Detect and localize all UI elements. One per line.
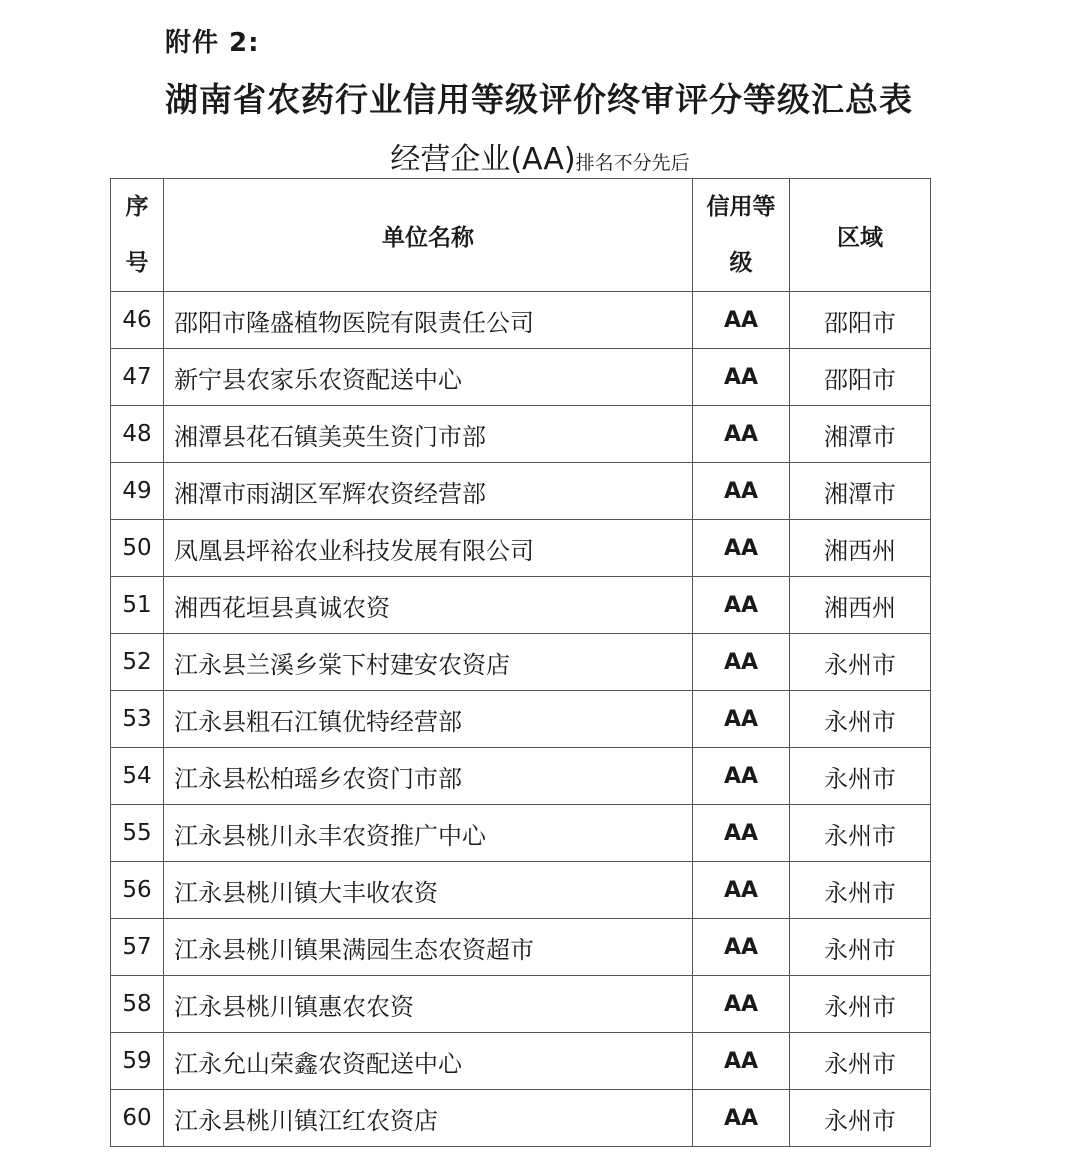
row-index-cell: 60 xyxy=(111,1090,164,1147)
row-region-cell: 永州市 xyxy=(790,748,931,805)
row-name-cell: 江永县粗石江镇优特经营部 xyxy=(164,691,693,748)
table-row xyxy=(111,634,931,691)
row-name-cell: 江永县桃川镇江红农资店 xyxy=(164,1090,693,1147)
row-region-cell: 邵阳市 xyxy=(790,292,931,349)
column-header-grade xyxy=(693,179,790,292)
column-header-index-line1: 序 xyxy=(125,194,149,220)
row-name-cell: 江永允山荣鑫农资配送中心 xyxy=(164,1033,693,1090)
row-name-cell: 邵阳市隆盛植物医院有限责任公司 xyxy=(164,292,693,349)
column-header-region: 区域 xyxy=(790,179,931,292)
row-index-cell: 52 xyxy=(111,634,164,691)
table-row xyxy=(111,349,931,406)
row-index-cell: 50 xyxy=(111,520,164,577)
row-region-cell: 湘西州 xyxy=(790,520,931,577)
row-grade-cell: AA xyxy=(693,406,790,463)
row-name-cell: 江永县桃川永丰农资推广中心 xyxy=(164,805,693,862)
column-header-grade-line2: 级 xyxy=(729,250,753,276)
row-grade-cell: AA xyxy=(693,577,790,634)
row-name-cell: 江永县桃川镇惠农农资 xyxy=(164,976,693,1033)
row-region-cell: 永州市 xyxy=(790,1033,931,1090)
row-name-cell: 江永县兰溪乡棠下村建安农资店 xyxy=(164,634,693,691)
row-region-cell: 永州市 xyxy=(790,1090,931,1147)
row-region-cell: 永州市 xyxy=(790,805,931,862)
row-grade-cell: AA xyxy=(693,805,790,862)
row-grade-cell: AA xyxy=(693,634,790,691)
row-name-cell: 江永县桃川镇大丰收农资 xyxy=(164,862,693,919)
column-header-name: 单位名称 xyxy=(164,179,693,292)
row-name-cell: 江永县松柏瑶乡农资门市部 xyxy=(164,748,693,805)
table-row xyxy=(111,976,931,1033)
row-region-cell: 邵阳市 xyxy=(790,349,931,406)
row-index-cell: 54 xyxy=(111,748,164,805)
row-grade-cell: AA xyxy=(693,520,790,577)
row-index-cell: 57 xyxy=(111,919,164,976)
table-row xyxy=(111,805,931,862)
row-grade-cell: AA xyxy=(693,1090,790,1147)
row-index-cell: 47 xyxy=(111,349,164,406)
row-grade-cell: AA xyxy=(693,862,790,919)
table-header-row xyxy=(111,179,931,292)
row-index-cell: 48 xyxy=(111,406,164,463)
row-region-cell: 永州市 xyxy=(790,862,931,919)
column-header-index xyxy=(111,179,164,292)
row-grade-cell: AA xyxy=(693,292,790,349)
row-grade-cell: AA xyxy=(693,748,790,805)
row-region-cell: 永州市 xyxy=(790,976,931,1033)
row-index-cell: 55 xyxy=(111,805,164,862)
row-index-cell: 46 xyxy=(111,292,164,349)
row-region-cell: 湘潭市 xyxy=(790,406,931,463)
table-body xyxy=(111,292,931,1147)
subtitle-note: 排名不分先后 xyxy=(575,152,690,174)
row-index-cell: 49 xyxy=(111,463,164,520)
table-row xyxy=(111,577,931,634)
row-name-cell: 湘西花垣县真诚农资 xyxy=(164,577,693,634)
row-region-cell: 永州市 xyxy=(790,634,931,691)
column-header-grade-line1: 信用等 xyxy=(706,194,776,220)
row-index-cell: 51 xyxy=(111,577,164,634)
table-row xyxy=(111,862,931,919)
row-index-cell: 59 xyxy=(111,1033,164,1090)
row-region-cell: 湘西州 xyxy=(790,577,931,634)
table-row xyxy=(111,406,931,463)
credit-grade-table xyxy=(110,178,931,1147)
table-row xyxy=(111,919,931,976)
subtitle-main: 经营企业(AA) xyxy=(390,142,576,177)
row-grade-cell: AA xyxy=(693,349,790,406)
row-name-cell: 湘潭市雨湖区军辉农资经营部 xyxy=(164,463,693,520)
table-row xyxy=(111,748,931,805)
row-index-cell: 53 xyxy=(111,691,164,748)
row-region-cell: 湘潭市 xyxy=(790,463,931,520)
row-grade-cell: AA xyxy=(693,691,790,748)
table-row xyxy=(111,1033,931,1090)
row-name-cell: 新宁县农家乐农资配送中心 xyxy=(164,349,693,406)
column-header-index-line2: 号 xyxy=(125,250,149,276)
row-region-cell: 永州市 xyxy=(790,691,931,748)
row-name-cell: 湘潭县花石镇美英生资门市部 xyxy=(164,406,693,463)
row-grade-cell: AA xyxy=(693,1033,790,1090)
attachment-label: 附件 2: xyxy=(165,28,260,58)
row-grade-cell: AA xyxy=(693,463,790,520)
row-name-cell: 江永县桃川镇果满园生态农资超市 xyxy=(164,919,693,976)
table-row xyxy=(111,691,931,748)
row-name-cell: 凤凰县坪裕农业科技发展有限公司 xyxy=(164,520,693,577)
table-row xyxy=(111,1090,931,1147)
row-grade-cell: AA xyxy=(693,919,790,976)
table-row xyxy=(111,463,931,520)
table-row xyxy=(111,292,931,349)
document-title: 湖南省农药行业信用等级评价终审评分等级汇总表 xyxy=(165,80,913,119)
row-region-cell: 永州市 xyxy=(790,919,931,976)
document-subtitle xyxy=(0,134,1080,178)
row-grade-cell: AA xyxy=(693,976,790,1033)
row-index-cell: 58 xyxy=(111,976,164,1033)
table-row xyxy=(111,520,931,577)
row-index-cell: 56 xyxy=(111,862,164,919)
